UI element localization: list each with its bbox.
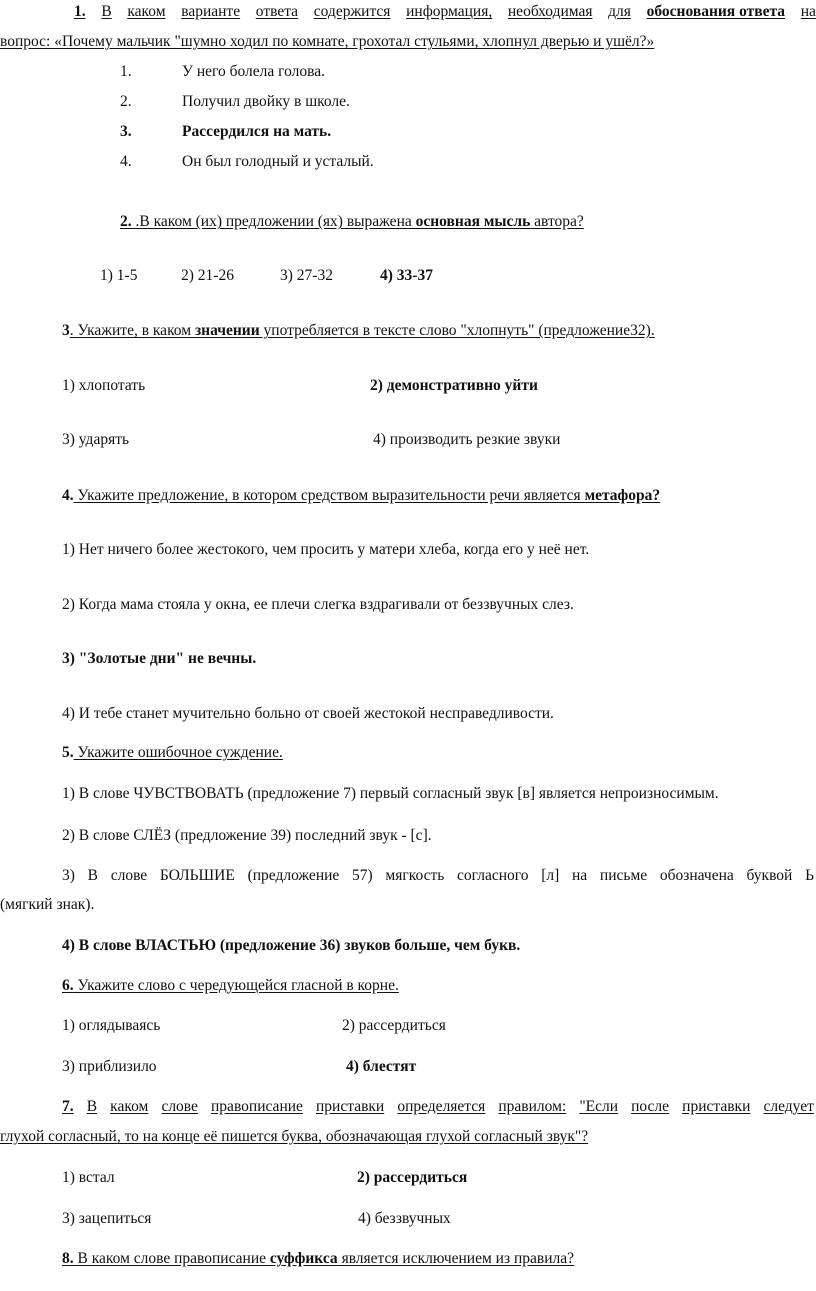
q5-option3-word: слове xyxy=(110,867,148,884)
q8-bold: суффикса xyxy=(269,1250,338,1267)
q1-option-correct xyxy=(120,122,331,142)
q1-option xyxy=(120,62,325,82)
q3-option: 4) производить резкие звуки xyxy=(373,431,561,448)
q6-option: 1) оглядываясь xyxy=(62,1017,161,1034)
q3-text-b: употребляется в тексте слово "хлопнуть" (предложение32). xyxy=(259,322,655,339)
q5-option3-word: 57) xyxy=(352,867,373,884)
q1-option xyxy=(120,152,374,172)
q2-bold: основная мысль xyxy=(415,213,531,230)
q1-option-text: Он был голодный и усталый. xyxy=(182,153,374,170)
q7-word: приставки xyxy=(682,1098,751,1115)
q1-bold-phrase: обоснования ответа xyxy=(646,3,786,20)
q5-option3-word: (предложение xyxy=(247,867,340,884)
q5-option3-word: Ь xyxy=(805,867,814,884)
q7-option: 4) беззвучных xyxy=(358,1210,451,1227)
q1-word: ответа xyxy=(255,3,299,20)
q5-option3-word: буквой xyxy=(746,867,793,884)
q5-option3-word: обозначена xyxy=(659,867,734,884)
q3-option-correct: 2) демонстративно уйти xyxy=(370,377,538,394)
q2-number: 2. xyxy=(120,213,132,230)
q5-question xyxy=(62,743,283,763)
q7-option-correct: 2) рассердиться xyxy=(357,1169,468,1186)
q7-word: правописание xyxy=(211,1098,303,1115)
q1-word: информация, xyxy=(406,3,493,20)
q4-option: 2) Когда мама стояла у окна, ее плечи слегка вздрагивали от беззвучных слез. xyxy=(62,596,574,613)
q1-option-text: Получил двойку в школе. xyxy=(182,93,350,110)
q3-option: 1) хлопотать xyxy=(62,377,146,394)
q1-word: В xyxy=(101,3,112,20)
q1-word: на xyxy=(800,3,816,20)
q1-option xyxy=(120,92,350,112)
q6-text: Укажите слово с чередующейся гласной в корне. xyxy=(73,977,399,994)
q5-option3-word: письме xyxy=(599,867,648,884)
q2-option: 3) 27-32 xyxy=(280,267,333,284)
q7-word: определяется xyxy=(397,1098,486,1115)
q7-line2: глухой согласный, то на конце её пишется буква, обозначающая глухой согласный звук"? xyxy=(0,1128,589,1145)
q5-option3-word: 3) xyxy=(62,867,75,884)
q5-option: 2) В слове СЛЁЗ (предложение 39) последний звук - [с]. xyxy=(62,827,432,844)
q7-word: В xyxy=(86,1098,98,1115)
q7-number: 7. xyxy=(62,1098,74,1115)
q3-text-a: . Укажите, в каком xyxy=(69,322,195,339)
q5-number: 5. xyxy=(62,744,74,761)
q5-option3-word: [л] xyxy=(541,867,560,884)
q2-option: 1) 1-5 xyxy=(100,267,138,284)
q3-question xyxy=(62,321,655,341)
q1-word: варианте xyxy=(181,3,241,20)
q4-option: 1) Нет ничего более жестокого, чем просить у матери хлеба, когда его у неё нет. xyxy=(62,541,590,558)
q6-option: 3) приблизило xyxy=(62,1058,157,1075)
q5-option3-word: на xyxy=(572,867,588,884)
q3-number: 3 xyxy=(62,322,70,339)
q5-option3-line2: (мягкий знак). xyxy=(0,896,95,913)
q8-number: 8. xyxy=(62,1250,74,1267)
q5-option: 1) В слове ЧУВСТВОВАТЬ (предложение 7) первый согласный звук [в] является непроизносимым. xyxy=(62,785,719,802)
q5-option-correct: 4) В слове ВЛАСТЬЮ (предложение 36) звуков больше, чем букв. xyxy=(62,937,521,954)
q1-word: для xyxy=(608,3,631,20)
q2-question xyxy=(120,212,584,232)
q4-option-correct: 3) "Золотые дни" не вечны. xyxy=(62,650,257,667)
q4-question xyxy=(62,486,660,506)
q3-bold: значении xyxy=(194,322,260,339)
q1-option-number: 1. xyxy=(120,63,132,80)
q1-option-text: Рассердился на мать. xyxy=(182,123,332,140)
q7-option: 1) встал xyxy=(62,1169,115,1186)
q8-question xyxy=(62,1249,574,1269)
q5-text: Укажите ошибочное суждение. xyxy=(73,744,283,761)
q7-word: следует xyxy=(763,1098,814,1115)
q5-option3-line1 xyxy=(62,866,814,886)
q1-option-number: 4. xyxy=(120,153,132,170)
q7-word: правилом: xyxy=(498,1098,567,1115)
q1-word: содержится xyxy=(313,3,391,20)
q1-number: 1. xyxy=(74,3,86,20)
q7-option: 3) зацепиться xyxy=(62,1210,152,1227)
q7-word: "Если xyxy=(579,1098,619,1115)
q5-option3-word: мягкость xyxy=(385,867,445,884)
q2-text-a: .В каком (их) предложении (ях) выражена xyxy=(131,213,416,230)
q3-option: 3) ударять xyxy=(62,431,130,448)
q1-word: необходимая xyxy=(507,3,593,20)
q4-option: 4) И тебе станет мучительно больно от своей жестокой несправедливости. xyxy=(62,705,554,722)
q8-text-a: В каком слове правописание xyxy=(73,1250,270,1267)
q1-line1 xyxy=(74,2,816,22)
q6-option-correct: 4) блестят xyxy=(346,1058,417,1075)
q7-line1 xyxy=(62,1097,814,1117)
q4-bold: метафора? xyxy=(584,487,661,504)
q1-word: каком xyxy=(127,3,166,20)
q4-text-a: Укажите предложение, в котором средством выразительности речи является xyxy=(73,487,585,504)
q7-word: слове xyxy=(161,1098,198,1115)
q1-option-text: У него болела голова. xyxy=(182,63,326,80)
q2-text-b: автора? xyxy=(530,213,584,230)
q2-option: 2) 21-26 xyxy=(181,267,234,284)
q1-option-number: 3. xyxy=(120,123,132,140)
q6-option: 2) рассердиться xyxy=(342,1017,446,1034)
q6-number: 6. xyxy=(62,977,74,994)
q6-question xyxy=(62,976,399,996)
q1-line2: вопрос: «Почему мальчик "шумно ходил по комнате, грохотал стульями, хлопнул дверью и ушёл?» xyxy=(0,33,655,50)
q7-word: каком xyxy=(110,1098,149,1115)
q1-option-number: 2. xyxy=(120,93,132,110)
q7-word: после xyxy=(631,1098,670,1115)
q8-text-b: является исключением из правила? xyxy=(337,1250,574,1267)
q2-option-correct: 4) 33-37 xyxy=(380,267,433,284)
q7-word: приставки xyxy=(316,1098,385,1115)
q5-option3-word: согласного xyxy=(457,867,529,884)
q5-option3-word: В xyxy=(87,867,98,884)
q5-option3-word: БОЛЬШИЕ xyxy=(159,867,235,884)
q4-number: 4. xyxy=(62,487,74,504)
